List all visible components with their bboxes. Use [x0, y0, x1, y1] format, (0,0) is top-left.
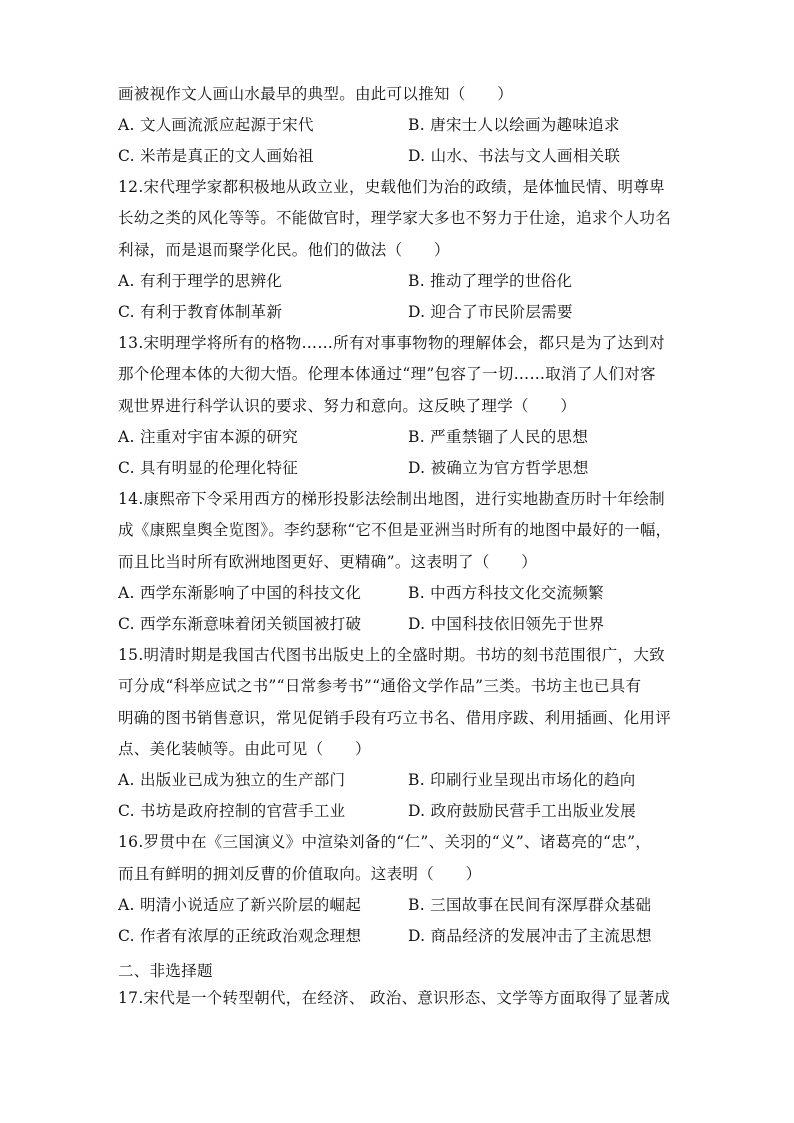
q15-stem-line-4: 点、美化装帧等。由此可见（ ） — [118, 740, 371, 758]
q11-option-b: B. 唐宋士人以绘画为趣味追求 — [408, 116, 620, 134]
q13-stem-line-2: 那个伦理本体的大彻大悟。伦理本体通过“理”包容了一切……取消了人们对客 — [118, 365, 656, 383]
q13-option-a: A. 注重对宇宙本源的研究 — [118, 428, 298, 446]
q13-stem-line-1: 13.宋明理学将所有的格物……所有对事事物物的理解体会，都只是为了达到对 — [118, 334, 665, 352]
q16-option-a: A. 明清小说适应了新兴阶层的崛起 — [118, 896, 362, 914]
q13-stem-line-3: 观世界进行科学认识的要求、努力和意向。这反映了理学（ ） — [118, 397, 577, 415]
q14-option-a: A. 西学东渐影响了中国的科技文化 — [118, 584, 362, 602]
q16-option-b: B. 三国故事在民间有深厚群众基础 — [408, 896, 652, 914]
q16-option-c: C. 作者有浓厚的正统政治观念理想 — [118, 927, 362, 945]
q12-stem-line-2: 长幼之类的风化等等。不能做官时，理学家大多也不努力于仕途，追求个人功名 — [118, 209, 672, 227]
q12-option-d: D. 迎合了市民阶层需要 — [408, 303, 573, 321]
q14-stem-line-3: 而且比当时所有欧洲地图更好、更精确”。这表明了（ ） — [118, 553, 538, 571]
q14-option-c: C. 西学东渐意味着闭关锁国被打破 — [118, 615, 362, 633]
q16-stem-line-2: 而且有鲜明的拥刘反曹的价值取向。这表明（ ） — [118, 865, 482, 883]
q14-stem-line-2: 成《康熙皇舆全览图》。李约瑟称“它不但是亚洲当时所有的地图中最好的一幅， — [118, 521, 672, 539]
q15-option-b: B. 印刷行业呈现出市场化的趋向 — [408, 771, 636, 789]
q12-stem-line-1: 12.宋代理学家都积极地从政立业，史载他们为治的政绩，是体恤民情、明尊卑 — [118, 178, 665, 196]
q13-option-d: D. 被确立为官方哲学思想 — [408, 459, 589, 477]
q14-stem-line-1: 14.康熙帝下令采用西方的梯形投影法绘制出地图，进行实地勘查历时十年绘制 — [118, 490, 665, 508]
q15-stem-line-2: 可分成“科举应试之书”“日常参考书”“通俗文学作品”三类。书坊主也已具有 — [118, 677, 642, 695]
q15-stem-line-3: 明确的图书销售意识，常见促销手段有巧立书名、借用序跋、利用插画、化用评 — [118, 709, 672, 727]
q16-option-d: D. 商品经济的发展冲击了主流思想 — [408, 927, 652, 945]
q16-stem-line-1: 16.罗贯中在《三国演义》中渲染刘备的“仁”、关羽的“义”、诸葛亮的“忠”， — [118, 833, 652, 851]
q12-option-b: B. 推动了理学的世俗化 — [408, 272, 573, 290]
q13-option-c: C. 具有明显的伦理化特征 — [118, 459, 299, 477]
q13-option-b: B. 严重禁锢了人民的思想 — [408, 428, 589, 446]
q11-option-c: C. 米芾是真正的文人画始祖 — [118, 147, 314, 165]
q15-stem-line-1: 15.明清时期是我国古代图书出版史上的全盛时期。书坊的刻书范围很广，大致 — [118, 646, 665, 664]
q17-stem-line-1: 17.宋代是一个转型朝代，在经济、 政治、意识形态、文学等方面取得了显著成 — [118, 989, 671, 1007]
q15-option-a: A. 出版业已成为独立的生产部门 — [118, 771, 346, 789]
q12-option-a: A. 有利于理学的思辨化 — [118, 272, 283, 290]
q11-option-d: D. 山水、书法与文人画相关联 — [408, 147, 621, 165]
q11-option-a: A. 文人画流派应起源于宋代 — [118, 116, 314, 134]
q15-option-d: D. 政府鼓励民营手工出版业发展 — [408, 802, 637, 820]
q12-option-c: C. 有利于教育体制革新 — [118, 303, 283, 321]
q15-option-c: C. 书坊是政府控制的官营手工业 — [118, 802, 346, 820]
section-heading: 二、非选择题 — [118, 962, 213, 980]
q14-option-d: D. 中国科技依旧领先于世界 — [408, 615, 605, 633]
q14-option-b: B. 中西方科技文化交流频繁 — [408, 584, 604, 602]
q12-stem-line-3: 利禄，而是退而聚学化民。他们的做法（ ） — [118, 241, 450, 259]
q11-stem-tail: 画被视作文人画山水最早的典型。由此可以推知（ ） — [118, 85, 514, 103]
